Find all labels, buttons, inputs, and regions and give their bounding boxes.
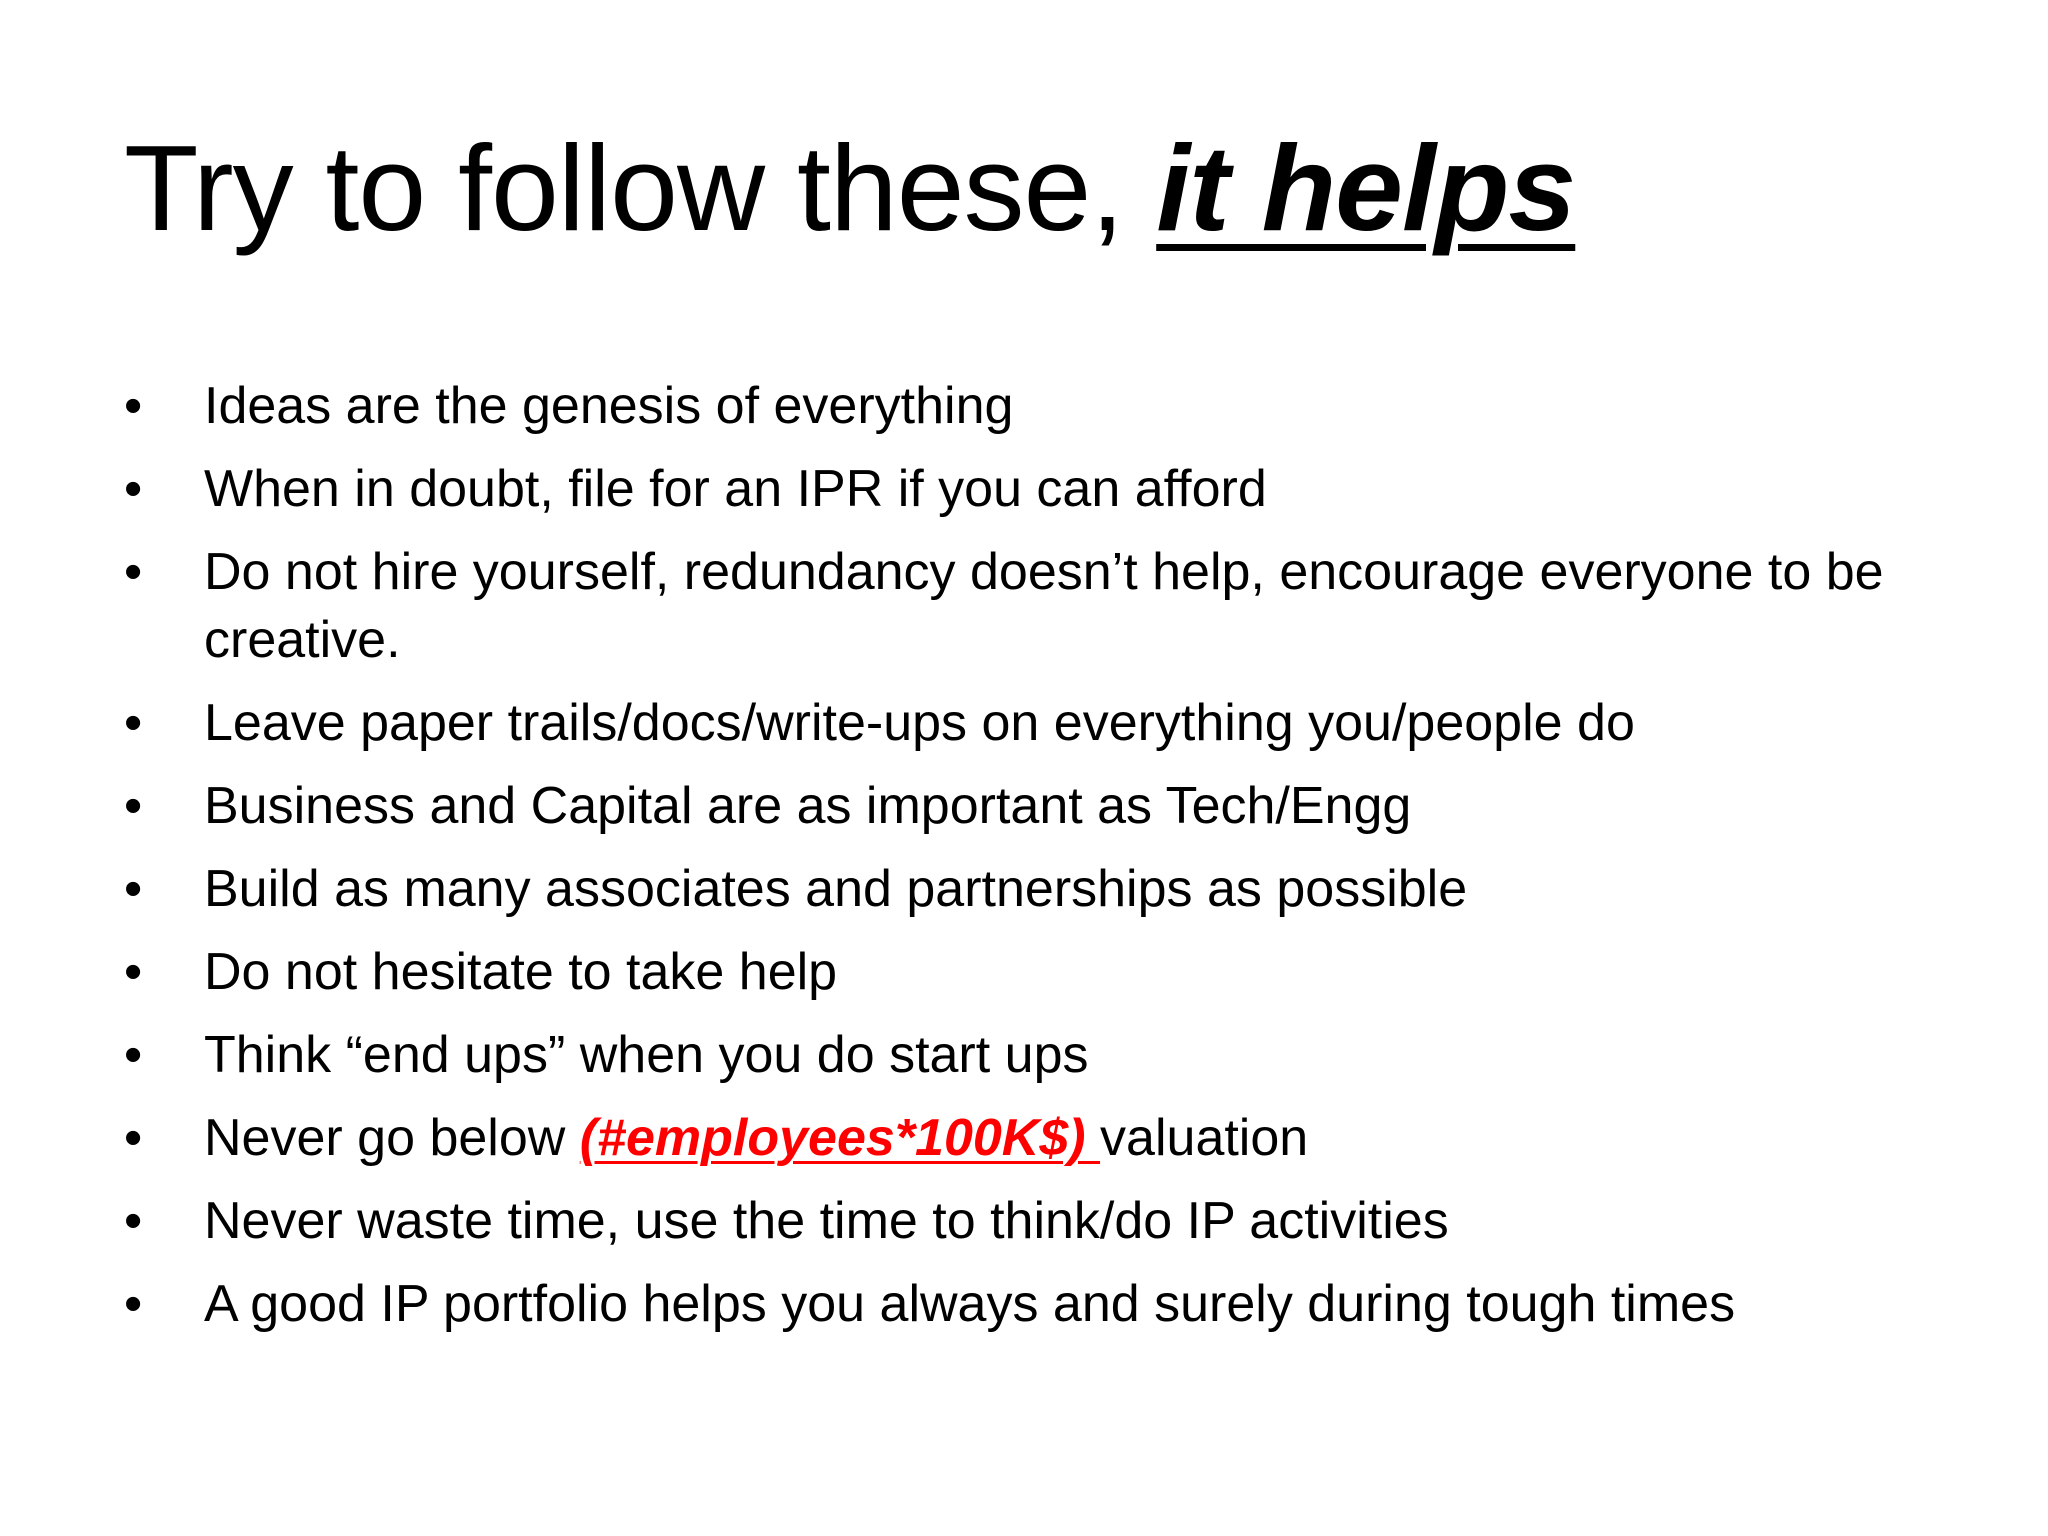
bullet-text: When in doubt, file for an IPR if you can afford bbox=[204, 460, 1267, 518]
slide-title-main: Try to follow these, bbox=[124, 120, 1157, 256]
bullet-text: Build as many associates and partnerships as possible bbox=[204, 860, 1468, 918]
bullet-item bbox=[124, 455, 1964, 523]
bullet-dot: • bbox=[124, 1192, 143, 1250]
slide-title-emphasis: it helps bbox=[1156, 120, 1576, 256]
bullet-item bbox=[124, 1270, 1964, 1338]
slide-title bbox=[124, 118, 1575, 258]
bullet-text: Leave paper trails/docs/write-ups on everything you/people do bbox=[204, 694, 1635, 752]
bullet-item bbox=[124, 938, 1964, 1006]
bullet-dot: • bbox=[124, 860, 143, 918]
bullet-list bbox=[124, 372, 1964, 1353]
bullet-dot: • bbox=[124, 943, 143, 1001]
bullet-text: Ideas are the genesis of everything bbox=[204, 377, 1014, 435]
bullet-dot: • bbox=[124, 777, 143, 835]
bullet-item bbox=[124, 689, 1964, 757]
bullet-item bbox=[124, 855, 1964, 923]
bullet-dot: • bbox=[124, 543, 143, 601]
bullet-item bbox=[124, 1021, 1964, 1089]
bullet-text-after: valuation bbox=[1100, 1109, 1309, 1167]
bullet-text: A good IP portfolio helps you always and surely during tough times bbox=[204, 1275, 1736, 1333]
bullet-dot: • bbox=[124, 1109, 143, 1167]
bullet-text bbox=[204, 1109, 1308, 1167]
bullet-dot: • bbox=[124, 377, 143, 435]
bullet-item bbox=[124, 1187, 1964, 1255]
bullet-text: Do not hesitate to take help bbox=[204, 943, 838, 1001]
bullet-dot: • bbox=[124, 460, 143, 518]
bullet-item bbox=[124, 372, 1964, 440]
bullet-item bbox=[124, 538, 1964, 674]
bullet-text-before: Never go below bbox=[204, 1109, 580, 1167]
bullet-dot: • bbox=[124, 694, 143, 752]
bullet-item-valuation bbox=[124, 1104, 1964, 1172]
bullet-text: Business and Capital are as important as Tech/Engg bbox=[204, 777, 1412, 835]
bullet-text: Think “end ups” when you do start ups bbox=[204, 1026, 1089, 1084]
valuation-formula: (#employees*100K$) bbox=[579, 1109, 1101, 1167]
bullet-text: Do not hire yourself, redundancy doesn’t help, encourage everyone to be creative. bbox=[204, 543, 1884, 669]
bullet-dot: • bbox=[124, 1275, 143, 1333]
bullet-text: Never waste time, use the time to think/do IP activities bbox=[204, 1192, 1449, 1250]
bullet-item bbox=[124, 772, 1964, 840]
bullet-dot: • bbox=[124, 1026, 143, 1084]
